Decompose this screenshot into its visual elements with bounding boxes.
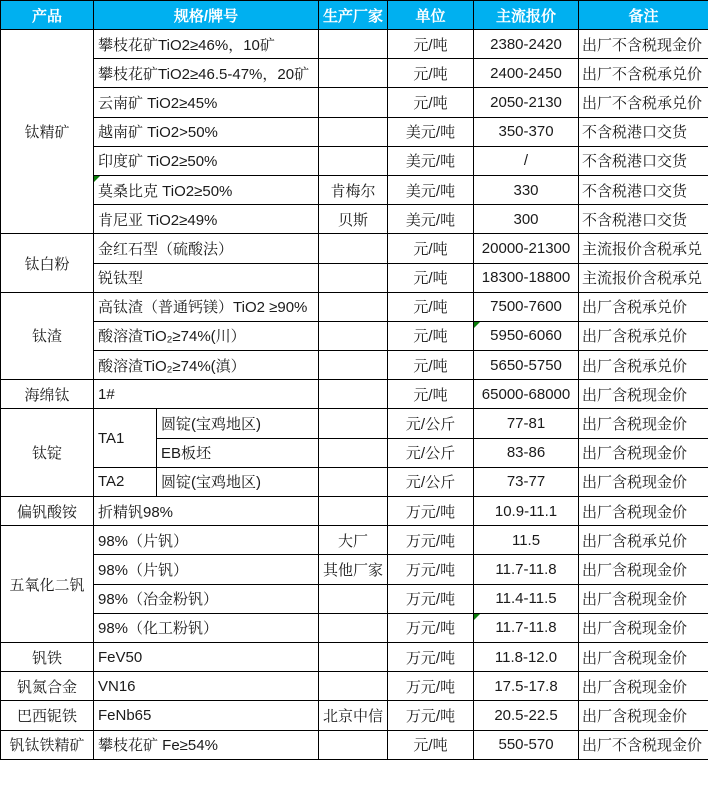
cell-unit: 元/吨 [388,321,474,350]
cell-maker [319,642,388,671]
cell-note: 出厂含税现金价 [579,584,708,613]
table-row [1,351,708,380]
cell-maker [319,292,388,321]
cell-unit: 元/吨 [388,380,474,409]
cell-spec: 98%（化工粉钒） [94,613,319,642]
cell-maker [319,234,388,263]
cell-price: 11.8-12.0 [474,642,579,671]
cell-note: 出厂含税承兑价 [579,526,708,555]
cell-price: 11.4-11.5 [474,584,579,613]
cell-product: 钒铁 [1,642,94,671]
header-row [1,1,708,30]
col-header-price: 主流报价 [474,1,579,30]
cell-maker: 肯梅尔 [319,175,388,204]
cell-spec: 高钛渣（普通钙镁）TiO2 ≥90% [94,292,319,321]
cell-product: 钒钛铁精矿 [1,730,94,759]
cell-price: 20000-21300 [474,234,579,263]
cell-maker [319,117,388,146]
cell-note: 出厂含税现金价 [579,642,708,671]
cell-price: 11.7-11.8 [474,613,579,642]
cell-maker [319,380,388,409]
cell-unit: 美元/吨 [388,146,474,175]
cell-maker [319,497,388,526]
cell-note: 不含税港口交货 [579,146,708,175]
cell-maker [319,321,388,350]
cell-unit: 美元/吨 [388,117,474,146]
cell-maker: 大厂 [319,526,388,555]
cell-product: 偏钒酸铵 [1,497,94,526]
table-row [1,409,708,438]
table-row [1,263,708,292]
cell-unit: 万元/吨 [388,555,474,584]
cell-price: 65000-68000 [474,380,579,409]
cell-price: 17.5-17.8 [474,672,579,701]
cell-price: 11.5 [474,526,579,555]
cell-note: 出厂含税现金价 [579,497,708,526]
cell-maker [319,59,388,88]
cell-note: 出厂含税现金价 [579,409,708,438]
cell-price: 350-370 [474,117,579,146]
cell-spec: FeV50 [94,642,319,671]
table-row [1,730,708,759]
cell-unit: 万元/吨 [388,497,474,526]
cell-unit: 元/吨 [388,263,474,292]
cell-note: 出厂含税现金价 [579,701,708,730]
table-row [1,555,708,584]
cell-spec: 圆锭(宝鸡地区) [157,409,319,438]
table-row [1,380,708,409]
cell-price: 550-570 [474,730,579,759]
cell-spec: 98%（片钒） [94,555,319,584]
cell-price: 7500-7600 [474,292,579,321]
table-row [1,584,708,613]
cell-note: 出厂含税现金价 [579,380,708,409]
cell-maker [319,438,388,467]
cell-unit: 万元/吨 [388,613,474,642]
cell-price: 5950-6060 [474,321,579,350]
cell-spec: 印度矿 TiO2≥50% [94,146,319,175]
table-row [1,205,708,234]
cell-note: 出厂含税现金价 [579,613,708,642]
cell-note: 不含税港口交货 [579,175,708,204]
cell-note: 出厂含税承兑价 [579,351,708,380]
table-row [1,672,708,701]
table-row [1,59,708,88]
cell-note: 主流报价含税承兑 [579,234,708,263]
cell-maker [319,146,388,175]
cell-maker [319,730,388,759]
cell-note: 出厂含税承兑价 [579,321,708,350]
cell-unit: 万元/吨 [388,701,474,730]
cell-price: 2050-2130 [474,88,579,117]
cell-spec: VN16 [94,672,319,701]
cell-product: 五氧化二钒 [1,526,94,643]
cell-product: 钛锭 [1,409,94,497]
cell-grade: TA2 [94,467,157,496]
cell-spec: 攀枝花矿 Fe≥54% [94,730,319,759]
cell-maker [319,88,388,117]
cell-note: 不含税港口交货 [579,117,708,146]
cell-unit: 元/吨 [388,351,474,380]
col-header-spec: 规格/牌号 [94,1,319,30]
cell-product: 巴西铌铁 [1,701,94,730]
cell-price: 11.7-11.8 [474,555,579,584]
cell-spec: 98%（片钒） [94,526,319,555]
table-row [1,467,708,496]
cell-price: 73-77 [474,467,579,496]
cell-unit: 美元/吨 [388,205,474,234]
cell-price: 330 [474,175,579,204]
cell-grade: TA1 [94,409,157,467]
cell-maker [319,613,388,642]
col-header-unit: 单位 [388,1,474,30]
cell-product: 钛渣 [1,292,94,380]
cell-note: 不含税港口交货 [579,205,708,234]
cell-unit: 元/吨 [388,30,474,59]
cell-unit: 元/吨 [388,234,474,263]
cell-product: 钛白粉 [1,234,94,292]
cell-spec: 攀枝花矿TiO2≥46.5-47%，20矿 [94,59,319,88]
cell-maker [319,351,388,380]
cell-product: 海绵钛 [1,380,94,409]
cell-spec: 酸溶渣TiO₂≥74%(滇） [94,351,319,380]
cell-maker [319,467,388,496]
table-row [1,497,708,526]
table-row [1,321,708,350]
cell-note: 出厂含税现金价 [579,672,708,701]
table-row [1,117,708,146]
table-row [1,88,708,117]
cell-maker: 其他厂家 [319,555,388,584]
cell-maker [319,409,388,438]
cell-spec: 云南矿 TiO2≥45% [94,88,319,117]
cell-unit: 元/公斤 [388,467,474,496]
cell-price: 5650-5750 [474,351,579,380]
cell-price: 77-81 [474,409,579,438]
cell-price: 2380-2420 [474,30,579,59]
cell-price: 20.5-22.5 [474,701,579,730]
cell-unit: 万元/吨 [388,584,474,613]
cell-unit: 美元/吨 [388,175,474,204]
cell-maker [319,263,388,292]
cell-price: 83-86 [474,438,579,467]
table-row [1,234,708,263]
cell-unit: 元/吨 [388,59,474,88]
cell-unit: 元/吨 [388,88,474,117]
table-row [1,175,708,204]
cell-note: 出厂不含税承兑价 [579,59,708,88]
cell-price: 10.9-11.1 [474,497,579,526]
cell-maker: 贝斯 [319,205,388,234]
table-row [1,613,708,642]
cell-unit: 元/吨 [388,730,474,759]
cell-unit: 元/公斤 [388,409,474,438]
col-header-product: 产品 [1,1,94,30]
cell-spec: 酸溶渣TiO₂≥74%(川） [94,321,319,350]
table-body [1,30,708,760]
cell-price: 2400-2450 [474,59,579,88]
cell-unit: 万元/吨 [388,526,474,555]
table-row [1,642,708,671]
table-row [1,701,708,730]
cell-price: 18300-18800 [474,263,579,292]
cell-unit: 万元/吨 [388,672,474,701]
cell-note: 出厂含税现金价 [579,438,708,467]
cell-note: 出厂含税现金价 [579,467,708,496]
cell-spec: 圆锭(宝鸡地区) [157,467,319,496]
cell-unit: 元/公斤 [388,438,474,467]
cell-unit: 元/吨 [388,292,474,321]
cell-note: 出厂不含税现金价 [579,30,708,59]
cell-spec: 1# [94,380,319,409]
cell-spec: 锐钛型 [94,263,319,292]
cell-note: 出厂含税现金价 [579,555,708,584]
col-header-note: 备注 [579,1,708,30]
cell-note: 主流报价含税承兑 [579,263,708,292]
cell-spec: 金红石型（硫酸法） [94,234,319,263]
cell-spec: 折精钒98% [94,497,319,526]
cell-product: 钛精矿 [1,30,94,234]
cell-maker [319,584,388,613]
cell-spec: FeNb65 [94,701,319,730]
cell-spec: 98%（冶金粉钒） [94,584,319,613]
table-row [1,146,708,175]
cell-product: 钒氮合金 [1,672,94,701]
cell-price: / [474,146,579,175]
cell-unit: 万元/吨 [388,642,474,671]
cell-note: 出厂不含税现金价 [579,730,708,759]
table-row [1,30,708,59]
table-row [1,292,708,321]
cell-maker [319,30,388,59]
cell-spec: EB板坯 [157,438,319,467]
cell-spec: 莫桑比克 TiO2≥50% [94,175,319,204]
cell-spec: 肯尼亚 TiO2≥49% [94,205,319,234]
cell-note: 出厂含税承兑价 [579,292,708,321]
col-header-maker: 生产厂家 [319,1,388,30]
cell-note: 出厂不含税承兑价 [579,88,708,117]
table-row [1,526,708,555]
cell-price: 300 [474,205,579,234]
cell-maker [319,672,388,701]
cell-maker: 北京中信 [319,701,388,730]
cell-spec: 越南矿 TiO2>50% [94,117,319,146]
cell-spec: 攀枝花矿TiO2≥46%，10矿 [94,30,319,59]
